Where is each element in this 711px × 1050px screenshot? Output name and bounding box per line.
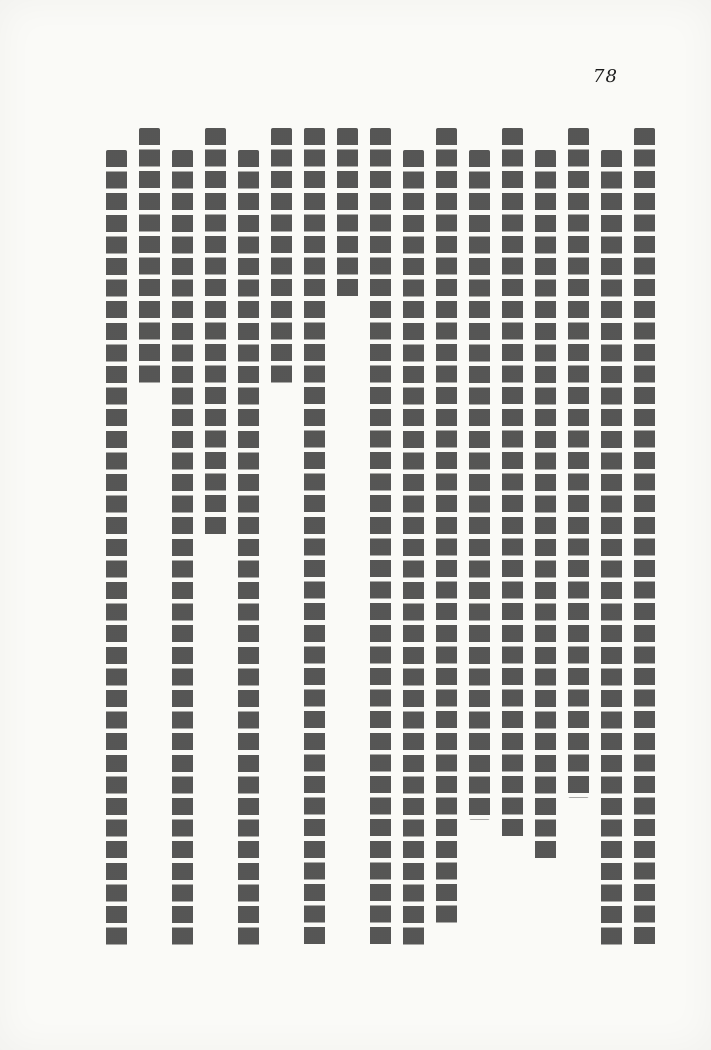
redacted-text-column — [502, 128, 523, 841]
redacted-text-column — [601, 150, 622, 949]
redacted-text-column — [370, 128, 391, 949]
redacted-text-column — [337, 128, 358, 301]
redacted-text-column — [238, 150, 259, 949]
text-block — [106, 128, 655, 952]
redacted-text-column — [568, 128, 589, 798]
redacted-text-column — [304, 128, 325, 949]
redacted-text-column — [403, 150, 424, 949]
redacted-text-column — [535, 150, 556, 863]
redacted-text-column — [172, 150, 193, 949]
redacted-text-column — [271, 128, 292, 387]
page-number: 78 — [593, 66, 618, 87]
redacted-text-column — [139, 128, 160, 387]
redacted-text-column — [634, 128, 655, 949]
redacted-text-column — [436, 128, 457, 927]
redacted-text-column — [106, 150, 127, 949]
redacted-text-column — [205, 128, 226, 538]
redacted-text-column — [469, 150, 490, 820]
